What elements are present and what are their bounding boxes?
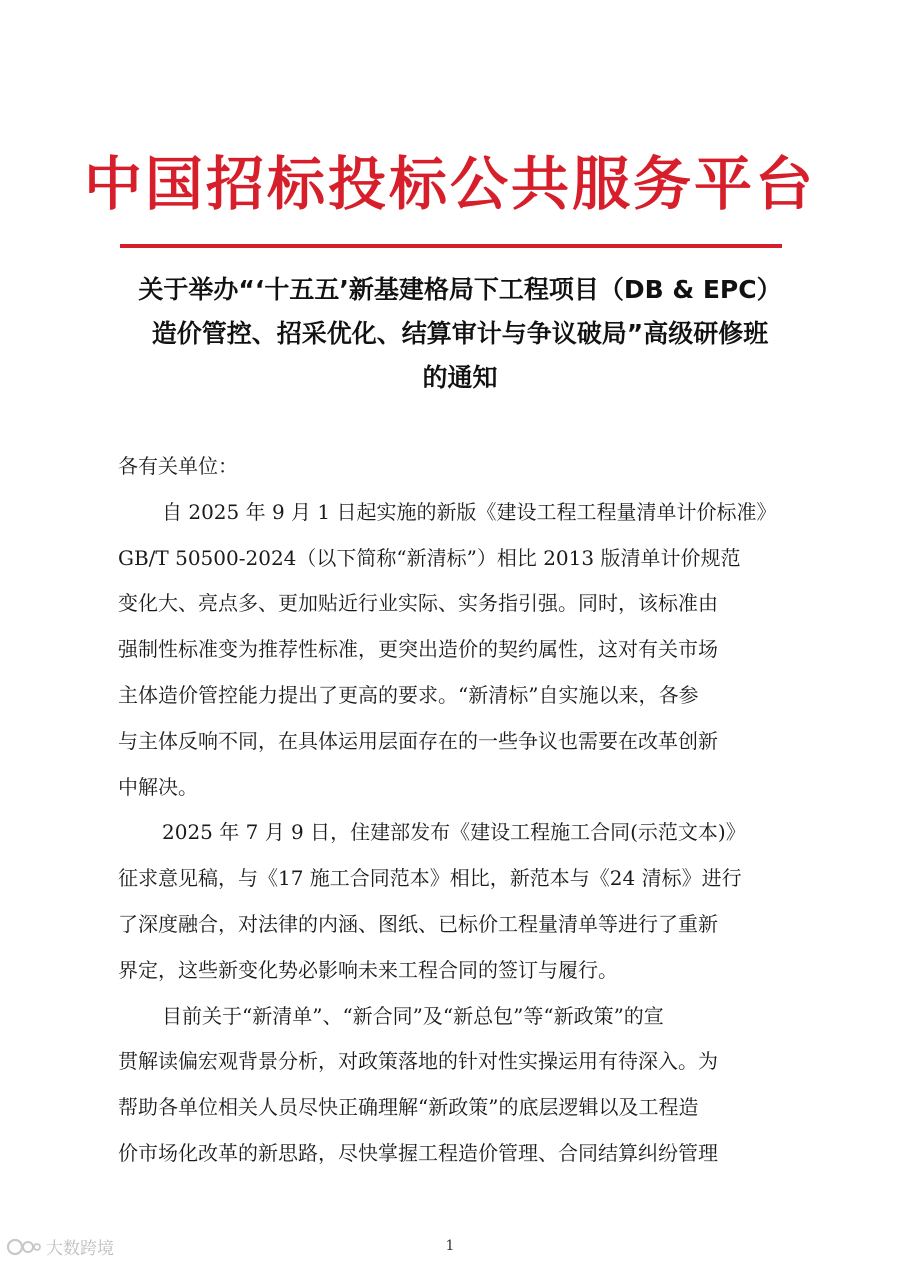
paragraph-line: 变化大、亮点多、更加贴近行业实际、实务指引强。同时，该标准由 — [118, 591, 718, 616]
paragraph-line: 帮助各单位相关人员尽快正确理解“新政策”的底层逻辑以及工程造 — [118, 1095, 699, 1120]
paragraph-1 — [118, 490, 808, 811]
paragraph-line: 界定，这些新变化势必影响未来工程合同的签订与履行。 — [118, 957, 618, 982]
paragraph-line: 强制性标准变为推荐性标准，更突出造价的契约属性，这对有关市场 — [118, 637, 718, 662]
paragraph-line: 征求意见稿，与《17 施工合同范本》相比，新范本与《24 清标》进行 — [118, 866, 742, 891]
watermark-text: 大数跨境 — [46, 1239, 114, 1259]
paragraph-line: 主体造价管控能力提出了更高的要求。“新清标”自实施以来，各参 — [118, 682, 699, 707]
header-red-rule — [120, 244, 782, 248]
paragraph-2 — [118, 810, 808, 993]
paragraph-line: 与主体反响不同，在具体运用层面存在的一些争议也需要在改革创新 — [118, 728, 718, 753]
watermark-logo-icon — [6, 1236, 42, 1258]
paragraph-line: 中解决。 — [118, 774, 198, 799]
notice-title — [110, 268, 810, 400]
notice-title-line-1: 关于举办“‘十五五’新基建格局下工程项目（DB & EPC） — [138, 275, 782, 304]
salutation: 各有关单位： — [118, 454, 238, 478]
paragraph-line: 目前关于“新清单”、“新合同”及“新总包”等“新政策”的宣 — [162, 1003, 664, 1028]
watermark — [6, 1234, 114, 1259]
paragraph-line: 了深度融合，对法律的内涵、图纸、已标价工程量清单等进行了重新 — [118, 911, 718, 936]
organization-header: 中国招标投标公共服务平台 — [83, 150, 816, 218]
paragraph-line: 2025 年 7 月 9 日，住建部发布《建设工程施工合同(示范文本)》 — [162, 820, 746, 845]
page-number: 1 — [445, 1238, 455, 1254]
notice-title-line-3: 的通知 — [422, 363, 498, 392]
paragraph-line: 价市场化改革的新思路，尽快掌握工程造价管理、合同结算纠纷管理 — [118, 1140, 718, 1165]
paragraph-line: 贯解读偏宏观背景分析，对政策落地的针对性实操运用有待深入。为 — [118, 1049, 718, 1074]
paragraph-line: GB/T 50500-2024（以下简称“新清标”）相比 2013 版清单计价规范 — [118, 545, 741, 570]
paragraph-line: 自 2025 年 9 月 1 日起实施的新版《建设工程工程量清单计价标准》 — [162, 499, 777, 524]
paragraph-3 — [118, 994, 808, 1177]
notice-body — [118, 444, 808, 1177]
notice-title-line-2: 造价管控、招采优化、结算审计与争议破局”高级研修班 — [151, 319, 769, 348]
